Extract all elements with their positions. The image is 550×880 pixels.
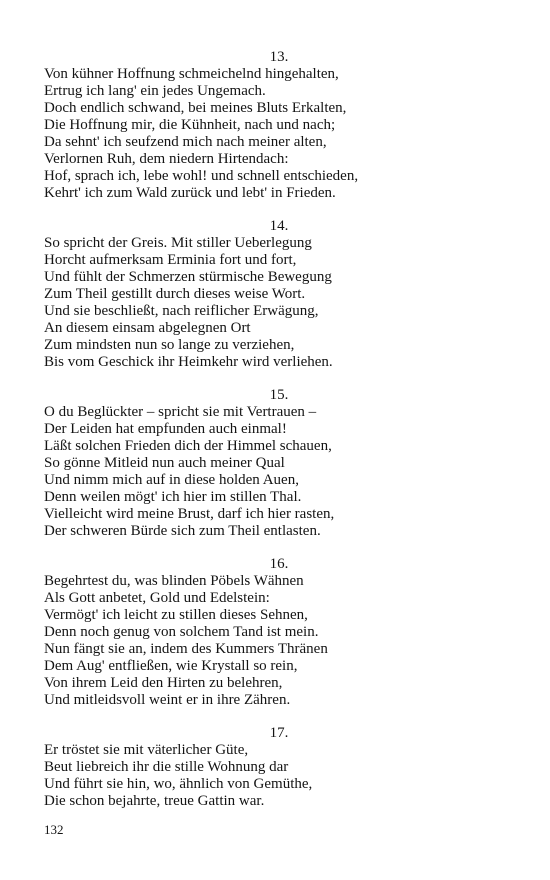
verse-line: Ertrug ich lang' ein jedes Ungemach. <box>44 83 266 99</box>
verse-line: Und sie beschließt, nach reiflicher Erwägung, <box>44 303 319 319</box>
verse-line: Beut liebreich ihr die stille Wohnung dar <box>44 759 289 775</box>
stanza-number: 17. <box>269 725 289 741</box>
verse-line: Nun fängt sie an, indem des Kummers Thränen <box>44 641 328 657</box>
verse-line: Bis vom Geschick ihr Heimkehr wird verliehen. <box>44 354 333 370</box>
stanza-15 <box>44 387 514 540</box>
verse-line: Die schon bejahrte, treue Gattin war. <box>44 793 265 809</box>
stanza-number: 15. <box>269 387 289 403</box>
verse-line: Und führt sie hin, wo, ähnlich von Gemüthe, <box>44 776 313 792</box>
verse-line: Und fühlt der Schmerzen stürmische Bewegung <box>44 269 332 285</box>
verse-line: Und nimm mich auf in diese holden Auen, <box>44 472 299 488</box>
verse-line: Dem Aug' entfließen, wie Krystall so rein, <box>44 658 298 674</box>
page-number: 132 <box>44 822 64 837</box>
verse-line: Er tröstet sie mit väterlicher Güte, <box>44 742 249 758</box>
verse-line: Von ihrem Leid den Hirten zu belehren, <box>44 675 283 691</box>
verse-line: Verlornen Ruh, dem niedern Hirtendach: <box>44 151 289 167</box>
verse-line: Vielleicht wird meine Brust, darf ich hier rasten, <box>44 506 335 522</box>
stanza-number: 16. <box>269 556 289 572</box>
verse-line: Vermögt' ich leicht zu stillen dieses Sehnen, <box>44 607 308 623</box>
verse-line: Kehrt' ich zum Wald zurück und lebt' in Frieden. <box>44 185 336 201</box>
verse-line: Der schweren Bürde sich zum Theil entlasten. <box>44 523 321 539</box>
verse-line: Und mitleidsvoll weint er in ihre Zähren. <box>44 692 291 708</box>
stanza-13 <box>44 49 514 202</box>
stanza-number: 13. <box>269 49 289 65</box>
verse-line: So gönne Mitleid nun auch meiner Qual <box>44 455 285 471</box>
verse-line: Doch endlich schwand, bei meines Bluts Erkalten, <box>44 100 347 116</box>
verse-line: Horcht aufmerksam Erminia fort und fort, <box>44 252 297 268</box>
stanza-16 <box>44 556 514 709</box>
verse-line: Von kühner Hoffnung schmeichelnd hingehalten, <box>44 66 339 82</box>
stanza-17 <box>44 725 514 810</box>
verse-line: O du Beglückter – spricht sie mit Vertrauen – <box>44 404 317 420</box>
verse-line: Denn noch genug von solchem Tand ist mein. <box>44 624 319 640</box>
verse-line: Denn weilen mögt' ich hier im stillen Thal. <box>44 489 302 505</box>
verse-line: Hof, sprach ich, lebe wohl! und schnell entschieden, <box>44 168 359 184</box>
verse-line: Als Gott anbetet, Gold und Edelstein: <box>44 590 270 606</box>
verse-line: Zum mindsten nun so lange zu verziehen, <box>44 337 295 353</box>
verse-line: Die Hoffnung mir, die Kühnheit, nach und nach; <box>44 117 336 133</box>
verse-line: Zum Theil gestillt durch dieses weise Wort. <box>44 286 306 302</box>
stanza-14 <box>44 218 514 371</box>
verse-line: So spricht der Greis. Mit stiller Ueberlegung <box>44 235 312 251</box>
verse-line: Da sehnt' ich seufzend mich nach meiner alten, <box>44 134 327 150</box>
verse-line: Begehrtest du, was blinden Pöbels Wähnen <box>44 573 304 589</box>
verse-line: An diesem einsam abgelegnen Ort <box>44 320 251 336</box>
verse-line: Läßt solchen Frieden dich der Himmel schauen, <box>44 438 332 454</box>
verse-line: Der Leiden hat empfunden auch einmal! <box>44 421 287 437</box>
stanza-number: 14. <box>269 218 289 234</box>
